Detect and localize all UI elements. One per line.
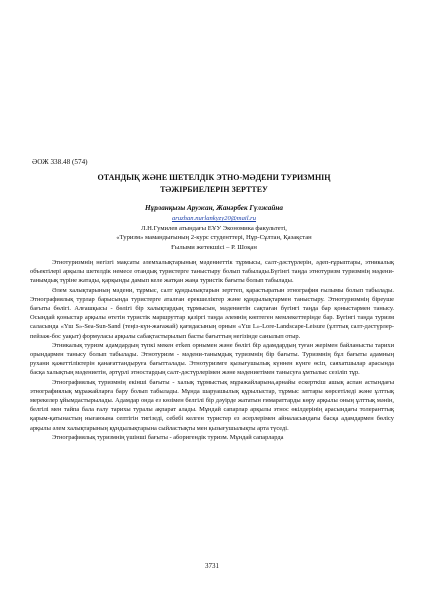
affiliation — [30, 214, 398, 252]
title-line-2: ТӘЖІРБИЕЛЕРІН ЗЕРТТЕУ — [160, 185, 268, 194]
authors: Нұрланқызы Аружан, Жанәрбек Гүлжайна — [145, 204, 283, 212]
page-number: 3731 — [205, 562, 219, 570]
paragraph: Этнографиялық туризмнің екінші бағыты - халық тұрмыстық мұражайларына,арнайы ескерткіш ашық аспан астындағы этнографиялық мұражайларға бару болып табылады. Мұнда шаруашылық құрылыстар, тұрмыс заттары көрсетіледі және ұлттық мерекелер ұйымдастырылады. Адамдар онда ез көзімен белгілі бір дәуірде жататын ғимараттарды көру арқылы оның ұлттық мәнін, белгілі мен тайпа бала ғалу тарихы туралы ақпарат алады. Мұндай сапарлар арқылы этнос өкілдерінің арасындағы толеранттық қарым-қатынастың нығаюына септігін тигізеді, себебі келген туристер ез әсерлерімен айналасындағы басқа адамдармен бөлісу арқылы әлем халықтарының құндылықтарына сыйластықты мен қызығушылықты арта түседі. — [30, 378, 394, 432]
paragraph: Этнотуризмнің негізгі мақсаты әлемхалықтарының мәдениеттік тұрмысы, салт-дәстүрлерін, әдеп-ғұрыптары, этникалық объектілері арқылы шетелдік немесе отандық туристерге таныстыру болып табылады.Бүгінгі таңда этнотуризм туризмнің мәдени-танымдық түріне жатады, қарқынды дамып келе жатқан жаңа туристік бағыты болып табылады. — [30, 259, 394, 285]
udc-code: ӘОЖ 338.48 (574) — [32, 158, 88, 166]
title-line-1: ОТАНДЫҚ ЖӘНЕ ШЕТЕЛДІК ЭТНО-МӘДЕНИ ТУРИЗМНІҢ — [97, 173, 331, 182]
paragraph: Этникалық туризм адамдардың түпкі мекен етken орнымен және бөлігі бір адамдардың туған жерімен байланысты тарихи орындармен танысу болып табылады. Этнотуризм - мәдени-танымдық туризмнің бір бағыты. Туризмнің бұл бағыты адамның рухани қажеттіліктерін қанағаттандыруға бағытталады. Этнотуризмге қызығушылық күннен күнге өсіп, саяхатшылар арасында басқа халықтың мәдениетін, әртүрлі этностардың салт-дәстүрлерімен және мәдениетімен танысуға ұмтылыс сезіліп тұр. — [30, 341, 394, 377]
affiliation-line-2: «Туризм» мамандығының 2-курс студенттері, Нұр-Сұлтан, Қазақстан — [116, 234, 312, 241]
affiliation-line-1: Л.Н.Гумилев атындағы ЕҰУ Экономика факультеті, — [141, 224, 287, 232]
article-title — [30, 172, 398, 196]
paragraph: Әлем халықтарының мәдени, тұрмыс, салт құндылықтарын зерттеп, қарастыратын этнография ғылымы болып табылады. Этнографиялық турлар барысында туристерге аталған ерекшеліктер және құндылықтармен таныстыру. Этнотуризмнің біреуше бағыты бөлігі. Алғашқысы - бөлігі бір халықтардың тұрмысын, мәдениетін сақтаған бүгінгі таңда бар қоныстармен танысу. Осындай қоныстар арқылы өтетін туристік маршруттар қазіргі таңда әлемнің көптеген мемлекеттерінде бар. Бүгінгі таңда туризм саласында «Үш S»-Sea-Sun-Sand (теңіз-күн-жағажай) қағидасының орнын «Үш L»-Lore-Landscape-Leisure (ұлттық салт-дәстүрлер-пейзаж-бос уақыт) формуласы арқылы сабақтастырылып басты бағыттың негізінде санылып отыр. — [30, 286, 394, 340]
supervisor-line: Ғылыми жетекшісі – Р. Шоқан — [171, 243, 257, 251]
author-email-link[interactable]: aruzhan.nurlankyzy20@mail.ru — [171, 215, 257, 222]
paragraph: Этнографиялық туризмнің үшінші бағыты - аборигендік туризм. Мұндай сапарларда — [52, 433, 284, 441]
article-body — [30, 258, 394, 442]
